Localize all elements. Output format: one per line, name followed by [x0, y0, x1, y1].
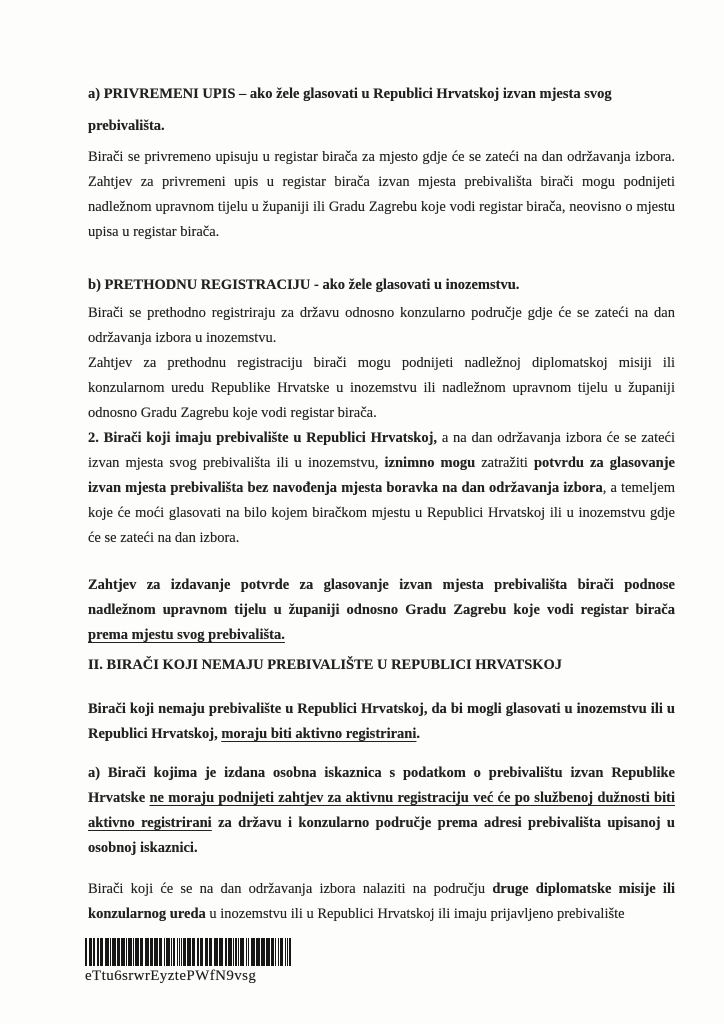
para-potvrda-iznimno — [88, 426, 675, 551]
text-run: iznimno mogu — [384, 455, 476, 471]
text-run: za državu i konzularno područje prema adresi prebivališta upisanoj u osobnoj iskaznici. — [88, 815, 675, 856]
barcode-block — [85, 938, 325, 986]
text-run: Birači se privremeno upisuju u registar birača za mjesto gdje će se zateći na dan održavanja izbora. Zahtjev za privremeni upis u registar birača izvan mjesta prebivališta birači mogu podnijeti nadležnom upravnom tijelu u županiji ili Gradu Zagrebu koje vodi registar birača, neovisno o mjestu upisa u registar birača. — [88, 149, 675, 240]
para-druga-misija — [88, 877, 675, 927]
text-run: 2. Birači koji imaju prebivalište u Republici Hrvatskoj, — [88, 430, 438, 446]
text-run: , a temeljem koje će moći glasovati na bilo kojem biračkom mjestu u Republici Hrvatskoj ili u inozemstvu gdje će se zateći na dan izbora. — [88, 480, 675, 546]
text-run: prema mjestu svog prebivališta. — [88, 627, 285, 643]
text-run: II. BIRAČI KOJI NEMAJU PREBIVALIŠTE U REPUBLICI HRVATSKOJ — [88, 657, 563, 673]
para-aktivna-registracija — [88, 697, 675, 747]
para-osobna-iskaznica — [88, 761, 675, 861]
text-run: Birači se prethodno registriraju za državu odnosno konzularno područje gdje će se zateći na dan održavanja izbora u inozemstvu. — [88, 305, 675, 346]
barcode-label: eTtu6srwrEyztePWfN9vsg — [85, 968, 257, 984]
text-run: druge diplomatske misije ili konzularnog ureda — [88, 881, 675, 922]
para-zahtjev-registracija — [88, 351, 675, 426]
document-content — [88, 78, 675, 927]
barcode-bar — [291, 938, 292, 966]
text-run: a) Birači kojima je izdana osobna iskaznica s podatkom o prebivalištu izvan Republike Hrvatske — [88, 765, 675, 806]
heading-prethodna-registracija — [88, 273, 675, 298]
text-run: . — [416, 726, 421, 742]
text-run: Zahtjev za prethodnu registraciju birači mogu podnijeti nadležnoj diplomatskoj misiji ili konzularnom uredu Republike Hrvatske u inozemstvu ili nadležnom upravnom tijelu u županiji odnosno Gradu Zagrebu koje vodi registar birača. — [88, 355, 675, 421]
text-run: b) PRETHODNU REGISTRACIJU - ako žele glasovati u inozemstvu. — [88, 277, 520, 293]
text-run: moraju biti aktivno registrirani — [221, 726, 417, 742]
text-run: a na dan održavanja izbora će se zateći izvan mjesta svog prebivališta ili u inozemstvu, — [88, 430, 675, 471]
text-run: Birači koji će se na dan održavanja izbora nalaziti na području — [88, 881, 493, 897]
text-run: u inozemstvu ili u Republici Hrvatskoj ili imaju prijavljeno prebivalište — [205, 906, 625, 922]
heading-privremeni-upis — [88, 78, 675, 142]
text-run: a) PRIVREMENI UPIS – ako žele glasovati u Republici Hrvatskoj izvan mjesta svog prebivališta. — [88, 86, 612, 134]
text-run: potvrdu za glasovanje izvan mjesta prebivališta bez navođenja mjesta boravka na dan održavanja izbora — [88, 455, 675, 496]
text-run: Zahtjev za izdavanje potvrde za glasovanje izvan mjesta prebivališta birači podnose nadležnom upravnom tijelu u županiji odnosno Gradu Zagrebu koje vodi registar birača — [88, 577, 675, 618]
text-run: ne moraju podnijeti zahtjev za aktivnu registraciju već će po službenoj dužnosti biti aktivno registrirani — [88, 790, 675, 831]
text-run: Birači koji nemaju prebivalište u Republici Hrvatskoj, da bi mogli glasovati u inozemstvu ili u Republici Hrvatskoj, — [88, 701, 675, 742]
text-run: zatražiti — [475, 455, 534, 471]
para-privremeni-upis — [88, 145, 675, 245]
para-zahtjev-potvrda — [88, 573, 675, 648]
para-prethodna-registracija — [88, 301, 675, 351]
heading-nemaju-prebivaliste — [88, 653, 675, 678]
barcode — [85, 938, 292, 966]
